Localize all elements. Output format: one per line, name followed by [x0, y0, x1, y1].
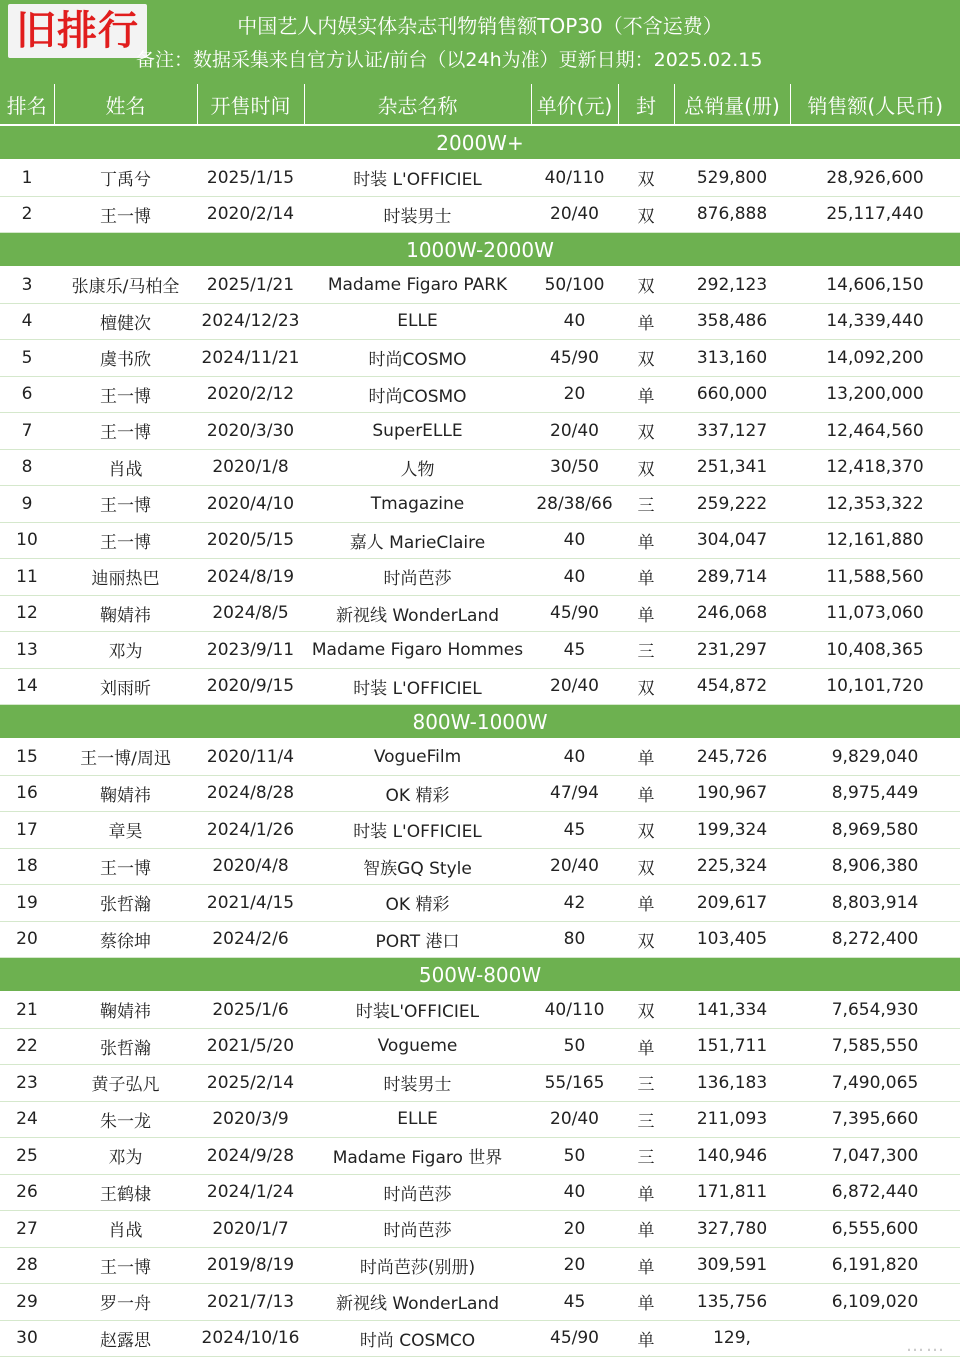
col-total-sales-cell: 135,756 — [674, 1284, 790, 1321]
col-unit-price-cell: 80 — [531, 921, 618, 958]
col-magazine-cell: 时装男士 — [304, 196, 531, 233]
col-unit-price-cell: 45/90 — [531, 1320, 618, 1357]
table-row — [0, 921, 960, 958]
col-unit-price-cell: 50 — [531, 1028, 618, 1065]
col-release-date-cell: 2020/5/15 — [197, 522, 304, 559]
col-revenue-header: 销售额(人民币) — [790, 84, 960, 125]
col-release-date-cell: 2020/3/30 — [197, 413, 304, 450]
ranking-table — [0, 84, 960, 1357]
col-release-date-cell: 2025/2/14 — [197, 1065, 304, 1102]
col-cover-cell: 单 — [618, 1174, 674, 1211]
col-magazine-cell: 时尚COSMO — [304, 376, 531, 413]
col-total-sales-cell: 251,341 — [674, 449, 790, 486]
table-row — [0, 775, 960, 812]
col-magazine-cell: 时尚COSMO — [304, 340, 531, 377]
col-magazine-cell: 智族GQ Style — [304, 848, 531, 885]
col-cover-cell: 三 — [618, 1101, 674, 1138]
group-label: 500W-800W — [0, 958, 960, 992]
col-unit-price-cell: 55/165 — [531, 1065, 618, 1102]
col-cover-cell: 单 — [618, 376, 674, 413]
col-name-cell: 王一博 — [54, 486, 197, 523]
col-cover-cell: 三 — [618, 1138, 674, 1175]
col-name-cell: 王一博 — [54, 848, 197, 885]
col-cover-cell: 双 — [618, 340, 674, 377]
group-row — [0, 705, 960, 739]
col-rank-cell: 9 — [0, 486, 54, 523]
watermark: …… — [906, 1335, 946, 1356]
table-row — [0, 449, 960, 486]
col-rank-cell: 24 — [0, 1101, 54, 1138]
table-row — [0, 303, 960, 340]
table-row — [0, 559, 960, 596]
col-release-date-cell: 2024/10/16 — [197, 1320, 304, 1357]
col-release-date-cell: 2021/7/13 — [197, 1284, 304, 1321]
col-magazine-cell: ELLE — [304, 1101, 531, 1138]
col-magazine-cell: Madame Figaro 世界 — [304, 1138, 531, 1175]
col-total-sales-cell: 289,714 — [674, 559, 790, 596]
col-cover-cell: 双 — [618, 267, 674, 304]
col-revenue-cell: 14,339,440 — [790, 303, 960, 340]
table-row — [0, 1174, 960, 1211]
table-row — [0, 992, 960, 1029]
col-magazine-cell: 时装L'OFFICIEL — [304, 992, 531, 1029]
col-magazine-cell: Vogueme — [304, 1028, 531, 1065]
col-rank-cell: 15 — [0, 739, 54, 776]
col-release-date-cell: 2024/8/19 — [197, 559, 304, 596]
col-unit-price-cell: 40/110 — [531, 992, 618, 1029]
col-magazine-cell: 时装男士 — [304, 1065, 531, 1102]
col-rank-cell: 8 — [0, 449, 54, 486]
col-unit-price-cell: 28/38/66 — [531, 486, 618, 523]
col-name-cell: 虞书欣 — [54, 340, 197, 377]
col-magazine-cell: ELLE — [304, 303, 531, 340]
col-magazine-cell: 时尚芭莎 — [304, 559, 531, 596]
col-revenue-cell: 12,353,322 — [790, 486, 960, 523]
col-cover-cell: 单 — [618, 885, 674, 922]
col-magazine-cell: 时装 L'OFFICIEL — [304, 160, 531, 197]
col-revenue-cell: 7,585,550 — [790, 1028, 960, 1065]
col-release-date-cell: 2019/8/19 — [197, 1247, 304, 1284]
col-release-date-cell: 2025/1/6 — [197, 992, 304, 1029]
col-rank-cell: 6 — [0, 376, 54, 413]
col-cover-cell: 双 — [618, 196, 674, 233]
col-cover-cell: 双 — [618, 812, 674, 849]
col-revenue-cell: 10,101,720 — [790, 668, 960, 705]
col-rank-cell: 22 — [0, 1028, 54, 1065]
col-rank-cell: 28 — [0, 1247, 54, 1284]
col-release-date-cell: 2020/11/4 — [197, 739, 304, 776]
col-total-sales-cell: 231,297 — [674, 632, 790, 669]
col-cover-cell: 单 — [618, 775, 674, 812]
col-unit-price-cell: 40 — [531, 559, 618, 596]
col-cover-cell: 单 — [618, 1211, 674, 1248]
col-name-cell: 邓为 — [54, 632, 197, 669]
col-magazine-cell: 时尚 COSMCO — [304, 1320, 531, 1357]
col-cover-cell: 三 — [618, 486, 674, 523]
col-name-cell: 迪丽热巴 — [54, 559, 197, 596]
table-row — [0, 340, 960, 377]
col-total-sales-cell: 660,000 — [674, 376, 790, 413]
col-unit-price-cell: 45/90 — [531, 340, 618, 377]
col-name-cell: 王一博 — [54, 376, 197, 413]
col-name-cell: 章昊 — [54, 812, 197, 849]
col-magazine-cell: 人物 — [304, 449, 531, 486]
col-release-date-cell: 2025/1/21 — [197, 267, 304, 304]
col-unit-price-cell: 47/94 — [531, 775, 618, 812]
col-name-cell: 王一博 — [54, 413, 197, 450]
table-row — [0, 848, 960, 885]
col-rank-cell: 29 — [0, 1284, 54, 1321]
table-row — [0, 376, 960, 413]
col-name-cell: 赵露思 — [54, 1320, 197, 1357]
col-unit-price-cell: 42 — [531, 885, 618, 922]
col-total-sales-cell: 327,780 — [674, 1211, 790, 1248]
col-unit-price-cell: 40/110 — [531, 160, 618, 197]
table-row — [0, 196, 960, 233]
col-release-date-cell: 2024/2/6 — [197, 921, 304, 958]
col-release-date-cell: 2021/4/15 — [197, 885, 304, 922]
col-unit-price-cell: 20/40 — [531, 1101, 618, 1138]
col-revenue-cell: 12,161,880 — [790, 522, 960, 559]
col-release-date-cell: 2024/8/28 — [197, 775, 304, 812]
col-release-date-cell: 2025/1/15 — [197, 160, 304, 197]
col-unit-price-cell: 20/40 — [531, 848, 618, 885]
col-cover-header: 封 — [618, 84, 674, 125]
col-magazine-cell: 时尚芭莎 — [304, 1211, 531, 1248]
col-release-date-cell: 2024/12/23 — [197, 303, 304, 340]
table-row — [0, 522, 960, 559]
col-revenue-cell: 6,109,020 — [790, 1284, 960, 1321]
col-rank-cell: 1 — [0, 160, 54, 197]
col-name-cell: 张哲瀚 — [54, 885, 197, 922]
col-name-cell: 邓为 — [54, 1138, 197, 1175]
col-revenue-cell: 8,272,400 — [790, 921, 960, 958]
col-total-sales-cell: 225,324 — [674, 848, 790, 885]
table-row — [0, 1211, 960, 1248]
col-cover-cell: 单 — [618, 1284, 674, 1321]
col-name-cell: 檀健次 — [54, 303, 197, 340]
col-cover-cell: 双 — [618, 921, 674, 958]
table-row — [0, 739, 960, 776]
col-name-cell: 刘雨昕 — [54, 668, 197, 705]
col-total-sales-cell: 199,324 — [674, 812, 790, 849]
header-banner — [0, 0, 960, 84]
table-row — [0, 413, 960, 450]
col-rank-cell: 13 — [0, 632, 54, 669]
col-unit-price-cell: 50 — [531, 1138, 618, 1175]
col-name-header: 姓名 — [54, 84, 197, 125]
col-rank-cell: 17 — [0, 812, 54, 849]
col-magazine-cell: OK 精彩 — [304, 885, 531, 922]
col-name-cell: 张康乐/马柏全 — [54, 267, 197, 304]
col-rank-cell: 25 — [0, 1138, 54, 1175]
col-total-sales-cell: 358,486 — [674, 303, 790, 340]
col-rank-cell: 5 — [0, 340, 54, 377]
col-magazine-cell: 时装 L'OFFICIEL — [304, 668, 531, 705]
table-row — [0, 1101, 960, 1138]
col-total-sales-cell: 876,888 — [674, 196, 790, 233]
col-magazine-cell: 时装 L'OFFICIEL — [304, 812, 531, 849]
col-total-sales-cell: 309,591 — [674, 1247, 790, 1284]
col-rank-cell: 16 — [0, 775, 54, 812]
col-total-sales-cell: 209,617 — [674, 885, 790, 922]
col-revenue-cell: 6,555,600 — [790, 1211, 960, 1248]
col-revenue-cell: 7,395,660 — [790, 1101, 960, 1138]
group-row — [0, 125, 960, 160]
col-revenue-cell: 7,490,065 — [790, 1065, 960, 1102]
old-ranking-badge: 旧排行 — [8, 4, 147, 58]
col-revenue-cell: 10,408,365 — [790, 632, 960, 669]
col-revenue-cell: 6,872,440 — [790, 1174, 960, 1211]
col-name-cell: 王一博 — [54, 1247, 197, 1284]
col-release-date-cell: 2024/1/24 — [197, 1174, 304, 1211]
col-total-sales-cell: 337,127 — [674, 413, 790, 450]
col-revenue-cell: 9,829,040 — [790, 739, 960, 776]
group-row — [0, 958, 960, 992]
col-unit-price-cell: 20/40 — [531, 668, 618, 705]
col-rank-header: 排名 — [0, 84, 54, 125]
col-name-cell: 王一博 — [54, 196, 197, 233]
col-magazine-cell: OK 精彩 — [304, 775, 531, 812]
col-total-sales-cell: 259,222 — [674, 486, 790, 523]
col-cover-cell: 双 — [618, 413, 674, 450]
col-release-date-cell: 2021/5/20 — [197, 1028, 304, 1065]
col-rank-cell: 7 — [0, 413, 54, 450]
col-name-cell: 丁禹兮 — [54, 160, 197, 197]
col-unit-price-cell: 20/40 — [531, 413, 618, 450]
col-total-sales-cell: 151,711 — [674, 1028, 790, 1065]
col-revenue-cell: 8,969,580 — [790, 812, 960, 849]
table-row — [0, 486, 960, 523]
col-release-date-cell: 2020/1/8 — [197, 449, 304, 486]
col-rank-cell: 4 — [0, 303, 54, 340]
group-label: 800W-1000W — [0, 705, 960, 739]
col-unit-price-cell: 40 — [531, 522, 618, 559]
col-rank-cell: 18 — [0, 848, 54, 885]
col-name-cell: 蔡徐坤 — [54, 921, 197, 958]
data-note: 备注：数据采集来自官方认证/前台（以24h为准）更新日期：2025.02.15 — [136, 49, 763, 71]
table-row — [0, 812, 960, 849]
col-total-sales-cell: 292,123 — [674, 267, 790, 304]
col-cover-cell: 单 — [618, 1320, 674, 1357]
table-body — [0, 125, 960, 1357]
col-magazine-cell: Madame Figaro Hommes — [304, 632, 531, 669]
table-row — [0, 885, 960, 922]
col-magazine-cell: PORT 港口 — [304, 921, 531, 958]
col-rank-cell: 20 — [0, 921, 54, 958]
col-total-sales-cell: 140,946 — [674, 1138, 790, 1175]
col-unit-price-cell: 50/100 — [531, 267, 618, 304]
col-unit-price-cell: 45 — [531, 1284, 618, 1321]
col-cover-cell: 单 — [618, 595, 674, 632]
col-revenue-cell: 8,975,449 — [790, 775, 960, 812]
col-revenue-cell: 12,418,370 — [790, 449, 960, 486]
col-release-date-cell: 2020/9/15 — [197, 668, 304, 705]
col-unit-price-cell: 40 — [531, 1174, 618, 1211]
table-row — [0, 160, 960, 197]
col-cover-cell: 单 — [618, 1028, 674, 1065]
col-unit-price-cell: 20 — [531, 376, 618, 413]
col-name-cell: 肖战 — [54, 1211, 197, 1248]
col-revenue-cell: 11,073,060 — [790, 595, 960, 632]
col-magazine-cell: SuperELLE — [304, 413, 531, 450]
col-cover-cell: 双 — [618, 160, 674, 197]
col-release-date-cell: 2020/4/8 — [197, 848, 304, 885]
col-name-cell: 王一博/周迅 — [54, 739, 197, 776]
col-name-cell: 鞠婧祎 — [54, 595, 197, 632]
col-unit-price-cell: 30/50 — [531, 449, 618, 486]
col-release-date-cell: 2020/1/7 — [197, 1211, 304, 1248]
col-revenue-cell: 6,191,820 — [790, 1247, 960, 1284]
col-rank-cell: 2 — [0, 196, 54, 233]
col-magazine-cell: 新视线 WonderLand — [304, 595, 531, 632]
col-total-sales-cell: 246,068 — [674, 595, 790, 632]
col-rank-cell: 21 — [0, 992, 54, 1029]
col-total-sales-cell: 454,872 — [674, 668, 790, 705]
col-name-cell: 鞠婧祎 — [54, 992, 197, 1029]
table-row — [0, 1284, 960, 1321]
col-revenue-cell: 11,588,560 — [790, 559, 960, 596]
col-unit-price-cell: 40 — [531, 739, 618, 776]
col-rank-cell: 23 — [0, 1065, 54, 1102]
col-release-date-cell: 2020/4/10 — [197, 486, 304, 523]
table-row — [0, 668, 960, 705]
col-name-cell: 张哲瀚 — [54, 1028, 197, 1065]
col-total-sales-cell: 141,334 — [674, 992, 790, 1029]
col-name-cell: 罗一舟 — [54, 1284, 197, 1321]
col-release-date-cell: 2020/2/12 — [197, 376, 304, 413]
col-release-date-cell: 2020/2/14 — [197, 196, 304, 233]
col-cover-cell: 双 — [618, 992, 674, 1029]
col-rank-cell: 27 — [0, 1211, 54, 1248]
col-cover-cell: 双 — [618, 848, 674, 885]
col-revenue-cell: 7,654,930 — [790, 992, 960, 1029]
col-release-date-cell: 2024/8/5 — [197, 595, 304, 632]
col-name-cell: 肖战 — [54, 449, 197, 486]
col-unit-price-header: 单价(元) — [531, 84, 618, 125]
col-unit-price-cell: 20/40 — [531, 196, 618, 233]
col-rank-cell: 26 — [0, 1174, 54, 1211]
col-magazine-header: 杂志名称 — [304, 84, 531, 125]
col-magazine-cell: 时尚芭莎(别册) — [304, 1247, 531, 1284]
table-row — [0, 267, 960, 304]
col-revenue-cell: 25,117,440 — [790, 196, 960, 233]
col-total-sales-cell: 529,800 — [674, 160, 790, 197]
col-magazine-cell: 新视线 WonderLand — [304, 1284, 531, 1321]
col-name-cell: 朱一龙 — [54, 1101, 197, 1138]
col-unit-price-cell: 45 — [531, 632, 618, 669]
col-release-date-header: 开售时间 — [197, 84, 304, 125]
table-row — [0, 1247, 960, 1284]
col-revenue-cell: 8,906,380 — [790, 848, 960, 885]
col-name-cell: 王鹤棣 — [54, 1174, 197, 1211]
col-name-cell: 黄子弘凡 — [54, 1065, 197, 1102]
col-rank-cell: 11 — [0, 559, 54, 596]
col-name-cell: 王一博 — [54, 522, 197, 559]
col-revenue-cell: 7,047,300 — [790, 1138, 960, 1175]
col-cover-cell: 三 — [618, 1065, 674, 1102]
col-magazine-cell: Tmagazine — [304, 486, 531, 523]
col-release-date-cell: 2024/9/28 — [197, 1138, 304, 1175]
col-magazine-cell: 嘉人 MarieClaire — [304, 522, 531, 559]
col-total-sales-cell: 171,811 — [674, 1174, 790, 1211]
col-cover-cell: 单 — [618, 1247, 674, 1284]
col-rank-cell: 30 — [0, 1320, 54, 1357]
col-revenue-cell: 12,464,560 — [790, 413, 960, 450]
col-cover-cell: 双 — [618, 668, 674, 705]
col-revenue-cell: 14,092,200 — [790, 340, 960, 377]
col-total-sales-cell: 136,183 — [674, 1065, 790, 1102]
col-magazine-cell: Madame Figaro PARK — [304, 267, 531, 304]
col-total-sales-cell: 304,047 — [674, 522, 790, 559]
col-cover-cell: 双 — [618, 449, 674, 486]
col-release-date-cell: 2020/3/9 — [197, 1101, 304, 1138]
col-rank-cell: 12 — [0, 595, 54, 632]
col-revenue-cell: 8,803,914 — [790, 885, 960, 922]
col-name-cell: 鞠婧祎 — [54, 775, 197, 812]
col-total-sales-cell: 313,160 — [674, 340, 790, 377]
table-row — [0, 595, 960, 632]
col-total-sales-cell: 190,967 — [674, 775, 790, 812]
col-total-sales-cell: 103,405 — [674, 921, 790, 958]
group-label: 1000W-2000W — [0, 233, 960, 267]
col-cover-cell: 单 — [618, 739, 674, 776]
table-row — [0, 1065, 960, 1102]
col-total-sales-cell: 245,726 — [674, 739, 790, 776]
col-unit-price-cell: 20 — [531, 1211, 618, 1248]
col-revenue-cell: 13,200,000 — [790, 376, 960, 413]
col-rank-cell: 3 — [0, 267, 54, 304]
col-revenue-cell: 28,926,600 — [790, 160, 960, 197]
col-unit-price-cell: 45 — [531, 812, 618, 849]
col-total-sales-cell: 129, — [674, 1320, 790, 1357]
col-release-date-cell: 2024/1/26 — [197, 812, 304, 849]
table-row — [0, 632, 960, 669]
group-label: 2000W+ — [0, 125, 960, 160]
col-magazine-cell: 时尚芭莎 — [304, 1174, 531, 1211]
table-header-row — [0, 84, 960, 125]
col-release-date-cell: 2024/11/21 — [197, 340, 304, 377]
col-cover-cell: 三 — [618, 632, 674, 669]
col-cover-cell: 单 — [618, 522, 674, 559]
col-total-sales-cell: 211,093 — [674, 1101, 790, 1138]
table-row — [0, 1138, 960, 1175]
col-cover-cell: 单 — [618, 559, 674, 596]
col-revenue-cell: 14,606,150 — [790, 267, 960, 304]
col-unit-price-cell: 40 — [531, 303, 618, 340]
col-unit-price-cell: 45/90 — [531, 595, 618, 632]
col-release-date-cell: 2023/9/11 — [197, 632, 304, 669]
table-row — [0, 1320, 960, 1357]
page-title: 中国艺人内娱实体杂志刊物销售额TOP30（不含运费） — [237, 14, 723, 38]
col-total-sales-header: 总销量(册) — [674, 84, 790, 125]
col-unit-price-cell: 20 — [531, 1247, 618, 1284]
table-row — [0, 1028, 960, 1065]
col-magazine-cell: VogueFilm — [304, 739, 531, 776]
col-rank-cell: 19 — [0, 885, 54, 922]
col-rank-cell: 10 — [0, 522, 54, 559]
group-row — [0, 233, 960, 267]
col-cover-cell: 单 — [618, 303, 674, 340]
col-rank-cell: 14 — [0, 668, 54, 705]
